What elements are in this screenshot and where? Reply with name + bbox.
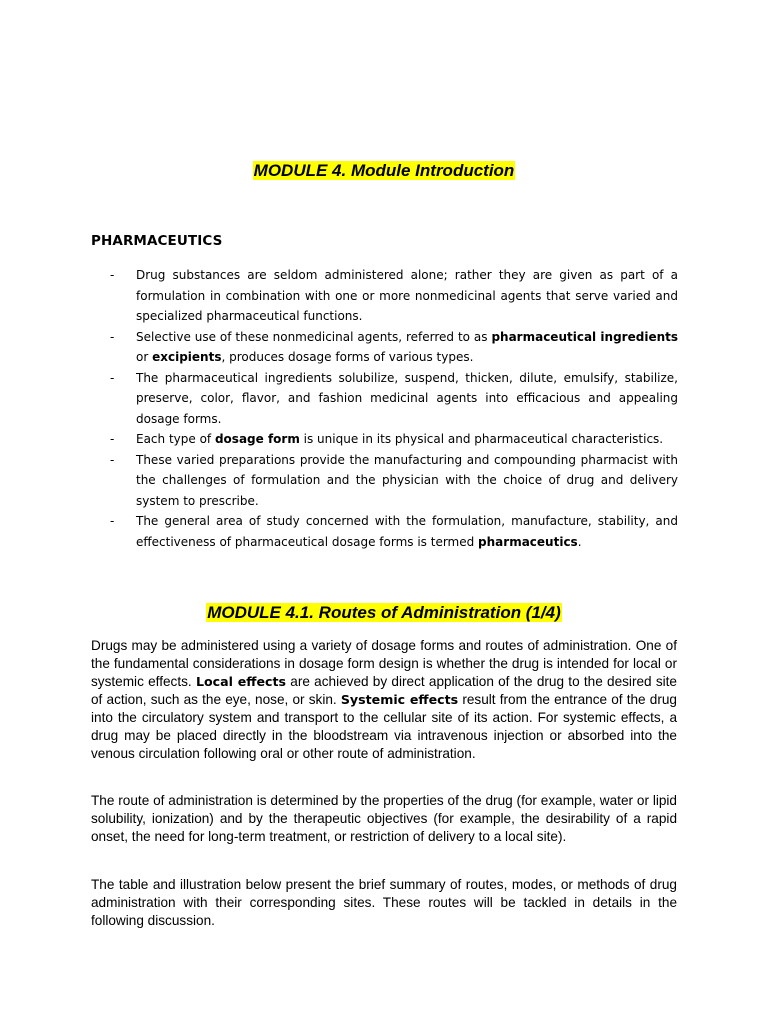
bullet-text <box>136 514 678 549</box>
text-run: result from the entrance of the drug into the circulatory system and transport to the cellular site of its action. For systemic effects, a drug may be placed directly in the bloodstream via intravenous injection or absorbed into the venous circulation following oral or other route of administration. <box>91 692 677 761</box>
text-run: or <box>136 350 153 364</box>
bold-term: Systemic effects <box>340 692 459 707</box>
module-4-title-text: MODULE 4. Module Introduction <box>253 161 515 180</box>
bullet-item <box>110 265 678 327</box>
text-run: is unique in its physical and pharmaceutical characteristics. <box>299 432 664 446</box>
bullet-text <box>136 268 678 323</box>
routes-paragraph-3 <box>91 876 677 930</box>
text-run: are achieved by direct application of the drug to the desired site of action, such as the eye, nose, or skin. <box>91 674 677 707</box>
bullet-text <box>136 371 678 426</box>
bullet-item <box>110 511 678 552</box>
bullet-item <box>110 368 678 430</box>
text-run: Drugs may be administered using a variety of dosage forms and routes of administration. One of the fundamental considerations in dosage form design is whether the drug is intended for local or systemic effects. <box>91 638 677 689</box>
dash-bullet-icon: - <box>110 452 115 467</box>
dash-bullet-icon: - <box>110 370 115 385</box>
module-4-1-title <box>0 602 768 624</box>
module-4-title <box>0 160 768 182</box>
module-4-1-title-text: MODULE 4.1. Routes of Administration (1/4) <box>207 603 561 622</box>
bullet-item <box>110 327 678 368</box>
text-run: The table and illustration below present the brief summary of routes, modes, or methods of drug administration with their corresponding sites. These routes will be tackled in details in the following discussion. <box>91 877 677 928</box>
bold-term: excipients <box>152 350 222 364</box>
dash-bullet-icon: - <box>110 329 115 344</box>
text-run: The route of administration is determined by the properties of the drug (for example, water or lipid solubility, ionization) and by the therapeutic objectives (for example, the desirability of a rapid onset, the need for long-term treatment, or restriction of delivery to a local site). <box>91 793 677 844</box>
routes-paragraph-2 <box>91 792 677 846</box>
bold-term: dosage form <box>214 432 300 446</box>
bullet-text <box>136 330 678 365</box>
routes-paragraph-1 <box>91 637 677 763</box>
text-run: These varied preparations provide the manufacturing and compounding pharmacist with the challenges of formulation and the physician with the choice of drug and delivery system to prescribe. <box>136 452 678 508</box>
bold-term: Local effects <box>195 674 287 689</box>
bold-term: pharmaceutics <box>478 534 578 549</box>
pharmaceutics-heading: PHARMACEUTICS <box>91 233 223 249</box>
bullet-text <box>136 453 678 508</box>
text-run: Each type of <box>136 432 215 446</box>
text-run: The pharmaceutical ingredients solubilize, suspend, thicken, dilute, emulsify, stabilize, preserve, color, flavor, and fashion medicinal agents into efficacious and appealing dosage forms. <box>136 370 678 426</box>
text-run: Selective use of these nonmedicinal agents, referred to as <box>136 329 492 344</box>
bullet-item <box>110 450 678 512</box>
text-run: , produces dosage forms of various types. <box>221 350 474 364</box>
text-run: The general area of study concerned with the formulation, manufacture, stability, and effectiveness of pharmaceutical dosage forms is termed <box>136 514 678 549</box>
pharmaceutics-bullet-list <box>110 265 678 552</box>
dash-bullet-icon: - <box>110 268 115 282</box>
dash-bullet-icon: - <box>110 432 115 446</box>
dash-bullet-icon: - <box>110 514 115 528</box>
bullet-item <box>110 429 678 450</box>
bold-term: pharmaceutical ingredients <box>491 329 678 344</box>
text-run: . <box>577 534 582 549</box>
text-run: Drug substances are seldom administered alone; rather they are given as part of a formulation in combination with one or more nonmedicinal agents that serve varied and specialized pharmaceutical functions. <box>136 268 678 323</box>
bullet-text <box>136 432 663 446</box>
